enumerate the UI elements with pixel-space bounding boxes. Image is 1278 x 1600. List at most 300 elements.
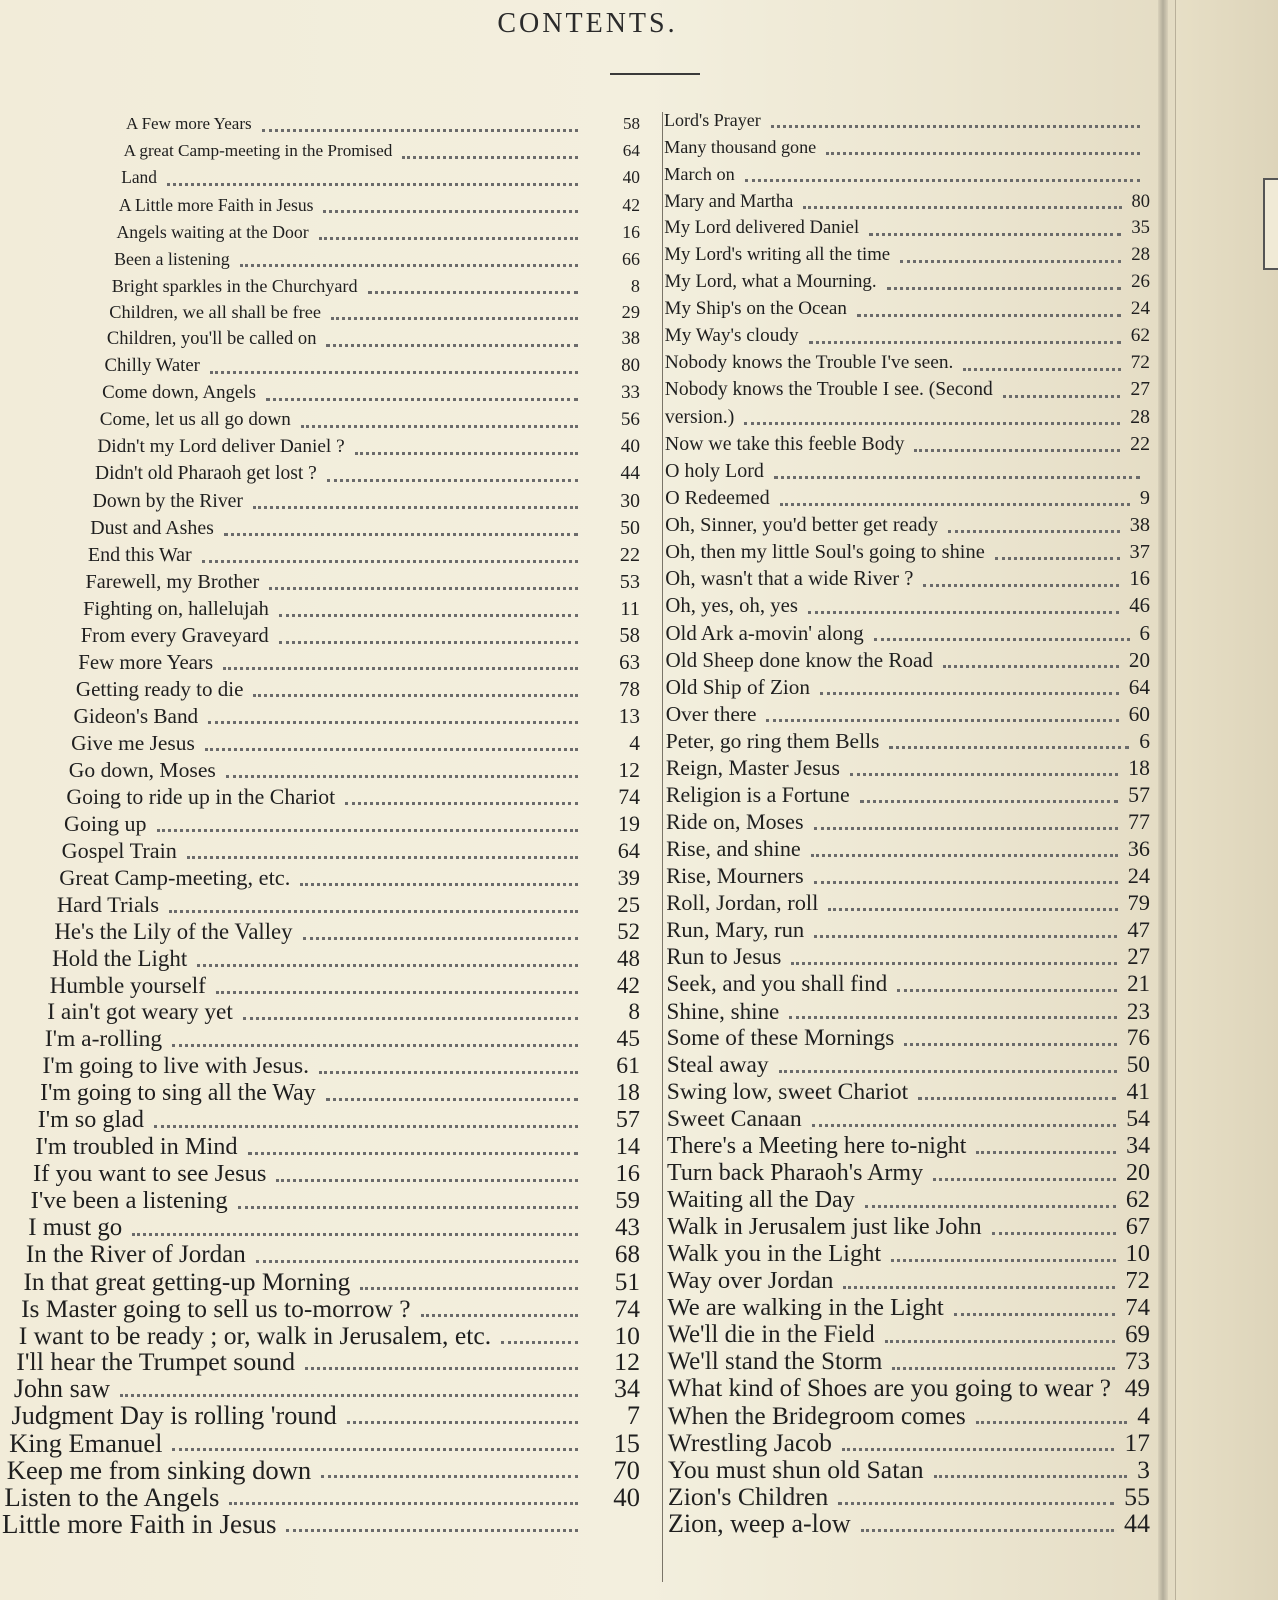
toc-entry xyxy=(667,1105,1150,1135)
toc-entry-title: If you want to see Jesus xyxy=(33,1160,267,1187)
leader-dots xyxy=(923,584,1119,587)
toc-entry-title: Roll, Jordan, roll xyxy=(666,890,819,915)
book-spine xyxy=(1158,0,1168,1600)
toc-entry-page: 20 xyxy=(1126,1160,1150,1186)
toc-entry xyxy=(667,997,1150,1027)
facing-page-edge xyxy=(1175,0,1278,1600)
toc-entry-page: 10 xyxy=(614,1320,640,1350)
toc-entry-title: Steal away xyxy=(666,1052,769,1078)
leader-dots xyxy=(256,1260,578,1263)
leader-dots xyxy=(169,910,578,913)
toc-entry-page: 57 xyxy=(615,1107,640,1134)
toc-entry-page: 6 xyxy=(1139,729,1150,753)
leader-dots xyxy=(347,1421,578,1424)
toc-entry-page: 14 xyxy=(615,1133,640,1161)
toc-entry-page: 72 xyxy=(1125,1267,1150,1294)
toc-entry xyxy=(95,460,640,490)
toc-entry-page: 42 xyxy=(622,194,640,215)
toc-entry-page: 27 xyxy=(1130,379,1150,400)
toc-entry xyxy=(28,1214,640,1244)
toc-entry xyxy=(666,727,1150,757)
toc-entry-title: Religion is a Fortune xyxy=(665,783,850,807)
toc-entry-page: 49 xyxy=(1124,1375,1150,1402)
toc-entry xyxy=(668,1348,1150,1378)
toc-entry-title: Mary and Martha xyxy=(664,191,794,211)
toc-entry-title: In that great getting-up Morning xyxy=(23,1267,351,1296)
toc-entry xyxy=(109,298,640,328)
toc-entry-title: He's the Lily of the Valley xyxy=(54,918,293,944)
toc-entry-title: Wrestling Jacob xyxy=(667,1428,832,1457)
toc-entry-title: Going to ride up in the Chariot xyxy=(66,785,336,810)
leader-dots xyxy=(954,1313,1116,1316)
leader-dots xyxy=(744,422,1120,425)
toc-entry-title: Give me Jesus xyxy=(71,731,195,756)
leader-dots xyxy=(355,452,578,455)
toc-entry-title: Dust and Ashes xyxy=(90,516,214,539)
toc-entry xyxy=(66,783,640,813)
toc-entry-page: 52 xyxy=(617,918,640,944)
toc-entry xyxy=(64,810,640,840)
toc-entry-title: A Few more Years xyxy=(126,114,252,133)
toc-entry xyxy=(57,891,640,921)
leader-dots xyxy=(874,638,1130,641)
toc-entry-title: Oh, yes, oh, yes xyxy=(665,595,798,617)
leader-dots xyxy=(345,802,578,805)
toc-entry-page: 16 xyxy=(615,1160,640,1187)
leader-dots xyxy=(918,1097,1116,1100)
toc-entry xyxy=(664,187,1150,217)
toc-entry xyxy=(105,352,640,382)
leader-dots xyxy=(262,129,578,132)
leader-dots xyxy=(811,854,1118,857)
toc-entry-title: Fighting on, hallelujah xyxy=(83,597,269,620)
toc-entry-page: 80 xyxy=(621,355,640,377)
toc-entry-page: 39 xyxy=(617,864,640,890)
toc-entry xyxy=(107,325,640,355)
toc-entry xyxy=(47,998,640,1028)
toc-entry-title: I must go xyxy=(28,1213,123,1241)
leader-dots xyxy=(202,560,578,563)
toc-entry-title: Walk in Jerusalem just like John xyxy=(667,1213,982,1240)
leader-dots xyxy=(838,1502,1114,1505)
leader-dots xyxy=(814,935,1117,938)
leader-dots xyxy=(300,883,578,886)
toc-entry-page: 47 xyxy=(1127,917,1150,942)
leader-dots xyxy=(276,1179,578,1182)
toc-entry-title: We'll stand the Storm xyxy=(667,1348,883,1375)
toc-entry-title: Didn't my Lord deliver Daniel ? xyxy=(97,436,345,458)
leader-dots xyxy=(501,1341,578,1344)
toc-entry-title: Many thousand gone xyxy=(664,137,817,157)
toc-entry-page: 22 xyxy=(619,543,640,566)
toc-entry-page: 36 xyxy=(1127,836,1150,861)
toc-entry-title: King Emanuel xyxy=(9,1428,163,1459)
toc-entry-title: Old Sheep done know the Road xyxy=(665,648,933,672)
toc-entry xyxy=(43,1052,640,1082)
toc-entry-page: 23 xyxy=(1126,998,1150,1024)
toc-entry-title: Shine, shine xyxy=(666,998,780,1024)
leader-dots xyxy=(286,1529,578,1532)
toc-entry xyxy=(668,1510,1150,1540)
leader-dots xyxy=(861,1529,1114,1532)
leader-dots xyxy=(210,371,578,374)
leader-dots xyxy=(303,937,578,940)
leader-dots xyxy=(814,881,1118,884)
leader-dots xyxy=(279,641,578,644)
leader-dots xyxy=(803,206,1121,209)
toc-entry xyxy=(664,214,1150,244)
leader-dots xyxy=(132,1233,578,1236)
toc-entry xyxy=(667,1267,1150,1297)
toc-entry-title: Some of these Mornings xyxy=(666,1025,895,1051)
toc-entry xyxy=(664,241,1150,271)
toc-entry xyxy=(667,1186,1150,1216)
toc-entry xyxy=(2,1510,640,1540)
toc-entry-page: 74 xyxy=(1125,1294,1150,1321)
toc-entry-title: I've been a listening xyxy=(30,1186,228,1214)
toc-entry xyxy=(26,1241,640,1271)
toc-entry-page: 79 xyxy=(1127,890,1150,915)
toc-entry-page: 58 xyxy=(619,624,640,647)
toc-entry xyxy=(52,945,640,975)
toc-entry xyxy=(97,433,640,463)
toc-entry-title: I ain't got weary yet xyxy=(47,999,233,1026)
leader-dots xyxy=(326,1098,578,1101)
toc-entry xyxy=(78,648,640,678)
toc-entry-title: Ride on, Moses xyxy=(666,809,804,834)
leader-dots xyxy=(889,746,1129,749)
leader-dots xyxy=(771,125,1140,128)
toc-entry-title: Great Camp-meeting, etc. xyxy=(59,864,291,890)
toc-entry-title: Bright sparkles in the Churchyard xyxy=(111,275,358,296)
leader-dots xyxy=(331,317,578,320)
leader-dots xyxy=(157,829,579,832)
toc-entry-page: 19 xyxy=(618,811,640,836)
toc-entry-title: Keep me from sinking down xyxy=(6,1455,312,1486)
leader-dots xyxy=(421,1314,578,1317)
toc-entry-title: I'm so glad xyxy=(37,1107,144,1134)
toc-entry-page: 76 xyxy=(1126,1025,1150,1051)
toc-entry xyxy=(666,916,1150,946)
toc-entry xyxy=(665,538,1150,568)
toc-entry-page: 77 xyxy=(1128,809,1150,834)
toc-entry xyxy=(665,619,1150,649)
toc-entry-title: Children, you'll be called on xyxy=(106,328,317,350)
leader-dots xyxy=(266,398,578,401)
toc-entry xyxy=(665,295,1150,325)
toc-entry-title: Oh, then my little Soul's going to shine xyxy=(665,541,985,563)
toc-entry xyxy=(666,889,1150,919)
leader-dots xyxy=(885,1340,1115,1343)
toc-entry xyxy=(116,218,640,248)
toc-entry-title: O Redeemed xyxy=(665,487,770,509)
toc-entry-page: 15 xyxy=(613,1428,640,1459)
leader-dots xyxy=(842,1448,1115,1451)
leader-dots xyxy=(120,1394,578,1397)
toc-entry-title: Waiting all the Day xyxy=(667,1186,855,1213)
toc-entry-title: I'm going to sing all the Way xyxy=(40,1080,316,1107)
leader-dots xyxy=(808,611,1119,614)
toc-entry xyxy=(665,403,1150,433)
leader-dots xyxy=(216,991,578,994)
toc-entry-title: Chilly Water xyxy=(104,355,200,377)
title-rule xyxy=(610,73,700,75)
toc-entry-page: 74 xyxy=(618,785,640,810)
toc-entry-title: Rise, Mourners xyxy=(666,863,804,888)
toc-entry xyxy=(665,511,1150,541)
leader-dots xyxy=(319,1071,578,1074)
toc-entry-page: 50 xyxy=(620,516,640,539)
leader-dots xyxy=(820,692,1119,695)
toc-entry-title: March on xyxy=(664,164,735,184)
toc-entry-title: version.) xyxy=(664,406,735,428)
toc-entry-title: Sweet Canaan xyxy=(666,1106,802,1132)
toc-entry-title: What kind of Shoes are you going to wear ? xyxy=(667,1375,1111,1402)
toc-entry-page: 72 xyxy=(1130,352,1150,373)
leader-dots xyxy=(205,748,578,751)
toc-entry-page: 69 xyxy=(1125,1321,1150,1348)
toc-entry-title: Walk you in the Light xyxy=(667,1240,882,1267)
leader-dots xyxy=(197,964,578,967)
toc-entry-page: 61 xyxy=(616,1053,640,1080)
toc-entry-title: I'll hear the Trumpet sound xyxy=(16,1347,295,1377)
toc-entry xyxy=(666,700,1150,730)
toc-entry-page: 8 xyxy=(628,999,640,1026)
toc-entry-title: Getting ready to die xyxy=(75,677,244,702)
toc-entry-title: Seek, and you shall find xyxy=(666,971,888,996)
toc-entry-title: Judgment Day is rolling 'round xyxy=(11,1401,337,1431)
toc-entry xyxy=(666,646,1150,676)
toc-entry-page: 25 xyxy=(617,891,640,917)
toc-entry-page: 64 xyxy=(622,140,640,160)
toc-entry-page: 28 xyxy=(1130,406,1150,428)
toc-entry-page: 30 xyxy=(620,489,640,512)
toc-entry-title: My Lord, what a Mourning. xyxy=(664,271,877,292)
toc-entry-page: 8 xyxy=(630,275,640,296)
toc-entry-title: Old Ship of Zion xyxy=(665,675,811,699)
toc-entry-title: My Lord's writing all the time xyxy=(664,244,891,265)
toc-entry-page: 24 xyxy=(1130,298,1150,319)
leader-dots xyxy=(402,156,578,159)
leader-dots xyxy=(891,1259,1115,1262)
toc-entry xyxy=(666,943,1150,973)
leader-dots xyxy=(279,614,578,617)
toc-entry-page: 20 xyxy=(1128,648,1150,672)
toc-entry-title: Go down, Moses xyxy=(68,758,216,783)
leader-dots xyxy=(892,1367,1115,1370)
toc-entry xyxy=(667,1078,1150,1108)
toc-entry-page: 24 xyxy=(1127,863,1150,888)
toc-entry xyxy=(81,622,640,652)
toc-entry-title: I'm going to live with Jesus. xyxy=(42,1053,310,1080)
leader-dots xyxy=(154,1125,578,1128)
toc-entry-page: 26 xyxy=(1131,271,1150,292)
leader-dots xyxy=(269,587,578,590)
toc-entry-page: 58 xyxy=(623,114,640,133)
leader-dots xyxy=(943,665,1119,668)
toc-entry-page: 73 xyxy=(1124,1348,1150,1375)
toc-entry xyxy=(83,595,640,625)
page-title: CONTENTS. xyxy=(497,8,678,39)
toc-entry-title: A great Camp-meeting in the Promised xyxy=(123,140,393,160)
toc-entry-page: 41 xyxy=(1126,1079,1150,1105)
leader-dots xyxy=(865,1205,1116,1208)
toc-entry xyxy=(69,756,640,786)
toc-entry-title: Old Ark a-movin' along xyxy=(665,621,864,645)
toc-entry xyxy=(667,1132,1150,1162)
toc-entry-title: Land xyxy=(121,167,157,187)
toc-entry xyxy=(59,864,640,894)
toc-entry-page: 17 xyxy=(1124,1428,1150,1457)
toc-entry-page: 43 xyxy=(615,1213,640,1241)
leader-dots xyxy=(914,449,1120,452)
toc-entry xyxy=(667,1213,1150,1243)
toc-entry-title: Run to Jesus xyxy=(666,944,782,969)
toc-entry-page: 40 xyxy=(622,167,640,187)
leader-dots xyxy=(976,1421,1128,1424)
toc-entry-title: Going up xyxy=(64,811,147,836)
toc-entry-page: 9 xyxy=(1139,487,1150,509)
toc-entry-title: We are walking in the Light xyxy=(667,1294,944,1321)
toc-entry xyxy=(667,1294,1150,1324)
leader-dots xyxy=(826,152,1140,155)
toc-entry-page: 78 xyxy=(618,677,640,702)
leader-dots xyxy=(238,1206,578,1209)
toc-entry xyxy=(85,568,640,598)
leader-dots xyxy=(321,1475,578,1478)
toc-entry-page: 12 xyxy=(618,758,640,783)
toc-entry-page: 42 xyxy=(616,972,640,999)
toc-entry-page: 64 xyxy=(1128,675,1150,699)
toc-entry xyxy=(667,1240,1150,1270)
toc-entry-title: John saw xyxy=(13,1374,111,1404)
toc-entry xyxy=(88,541,640,571)
leader-dots xyxy=(791,962,1117,965)
toc-entry-title: Gideon's Band xyxy=(73,704,199,729)
toc-entry-title: Few more Years xyxy=(78,650,214,675)
toc-entry-title: End this War xyxy=(87,543,192,566)
toc-entry-title: We'll die in the Field xyxy=(667,1321,875,1348)
toc-entry-title: Peter, go ring them Bells xyxy=(665,729,880,753)
leader-dots xyxy=(814,827,1119,830)
leader-dots xyxy=(976,1151,1116,1154)
toc-entry xyxy=(665,376,1150,406)
leader-dots xyxy=(223,667,578,670)
toc-entry-page: 80 xyxy=(1131,191,1150,211)
toc-entry-page: 10 xyxy=(1125,1240,1150,1267)
toc-entry xyxy=(90,514,640,544)
toc-entry-page: 4 xyxy=(629,731,640,756)
toc-entry-page: 33 xyxy=(621,382,640,404)
leader-dots xyxy=(828,908,1117,911)
toc-entry-title: From every Graveyard xyxy=(80,624,269,647)
toc-entry-page: 37 xyxy=(1129,541,1150,563)
toc-entry xyxy=(112,272,640,302)
toc-entry-page: 7 xyxy=(626,1401,640,1431)
leader-dots xyxy=(240,264,578,267)
toc-entry-page: 62 xyxy=(1130,325,1150,346)
leader-dots xyxy=(745,179,1140,182)
toc-entry-title: Zion's Children xyxy=(667,1482,829,1511)
toc-entry-page: 6 xyxy=(1139,621,1150,645)
toc-entry-title: Zion, weep a-low xyxy=(668,1509,851,1538)
leader-dots xyxy=(948,530,1120,533)
toc-entry-title: Nobody knows the Trouble I've seen. xyxy=(664,352,954,373)
toc-entry xyxy=(50,972,640,1002)
leader-dots xyxy=(860,800,1119,803)
toc-entry-title: O holy Lord xyxy=(665,460,764,482)
leader-dots xyxy=(323,210,578,213)
toc-entry xyxy=(666,781,1150,811)
toc-entry-page: 18 xyxy=(616,1080,640,1107)
toc-entry-page: 63 xyxy=(619,650,640,675)
leader-dots xyxy=(326,344,578,347)
toc-entry xyxy=(74,702,640,732)
toc-entry xyxy=(665,457,1150,487)
toc-entry-page: 35 xyxy=(1131,217,1150,238)
leader-dots xyxy=(360,1287,578,1290)
toc-entry-title: Nobody knows the Trouble I see. (Second xyxy=(664,379,993,400)
toc-entry xyxy=(124,137,640,167)
toc-entry xyxy=(40,1079,640,1109)
toc-entry-title: I'm troubled in Mind xyxy=(35,1133,238,1161)
toc-entry-page: 16 xyxy=(1129,568,1150,590)
toc-entry-title: You must shun old Satan xyxy=(667,1455,924,1484)
leader-dots xyxy=(897,989,1117,992)
leader-dots xyxy=(904,1043,1117,1046)
toc-entry-title: I'm a-rolling xyxy=(44,1026,163,1053)
toc-entry xyxy=(33,1160,640,1190)
toc-entry xyxy=(665,349,1150,379)
toc-entry-title: Now we take this feeble Body xyxy=(664,433,905,455)
toc-entry-page: 46 xyxy=(1129,595,1150,617)
toc-entry xyxy=(667,1159,1150,1189)
toc-entry-title: There's a Meeting here to-night xyxy=(666,1133,967,1159)
leader-dots xyxy=(172,1044,578,1047)
toc-entry-page: 16 xyxy=(622,221,640,242)
leader-dots xyxy=(779,1070,1117,1073)
leader-dots xyxy=(301,425,578,428)
toc-entry-page: 28 xyxy=(1131,244,1150,265)
toc-entry-page: 22 xyxy=(1130,433,1150,455)
toc-entry-page: 40 xyxy=(620,436,640,458)
toc-entry-title: When the Bridegroom comes xyxy=(667,1402,966,1430)
toc-entry xyxy=(121,164,640,194)
toc-entry xyxy=(667,1051,1150,1081)
leader-dots xyxy=(243,1017,578,1020)
toc-entry xyxy=(666,970,1150,1000)
toc-entry-title: Hard Trials xyxy=(56,891,160,917)
leader-dots xyxy=(305,1367,578,1370)
facing-page-box xyxy=(1263,178,1278,270)
leader-dots xyxy=(327,479,578,482)
leader-dots xyxy=(780,503,1130,506)
toc-entry-title: Way over Jordan xyxy=(667,1267,834,1294)
toc-entry-page: 3 xyxy=(1137,1455,1150,1484)
toc-entry-title: Is Master going to sell us to-morrow ? xyxy=(21,1293,411,1323)
leader-dots xyxy=(248,1152,578,1155)
toc-entry xyxy=(666,754,1150,784)
leader-dots xyxy=(1003,395,1121,398)
toc-entry-title: Angels waiting at the Door xyxy=(116,221,309,242)
toc-entry-page: 53 xyxy=(619,570,640,593)
leader-dots xyxy=(766,719,1118,722)
toc-entry xyxy=(666,808,1150,838)
toc-entry-title: Listen to the Angels xyxy=(4,1482,220,1513)
toc-entry xyxy=(665,592,1150,622)
toc-entry-title: Reign, Master Jesus xyxy=(665,756,840,780)
leader-dots xyxy=(319,237,578,240)
